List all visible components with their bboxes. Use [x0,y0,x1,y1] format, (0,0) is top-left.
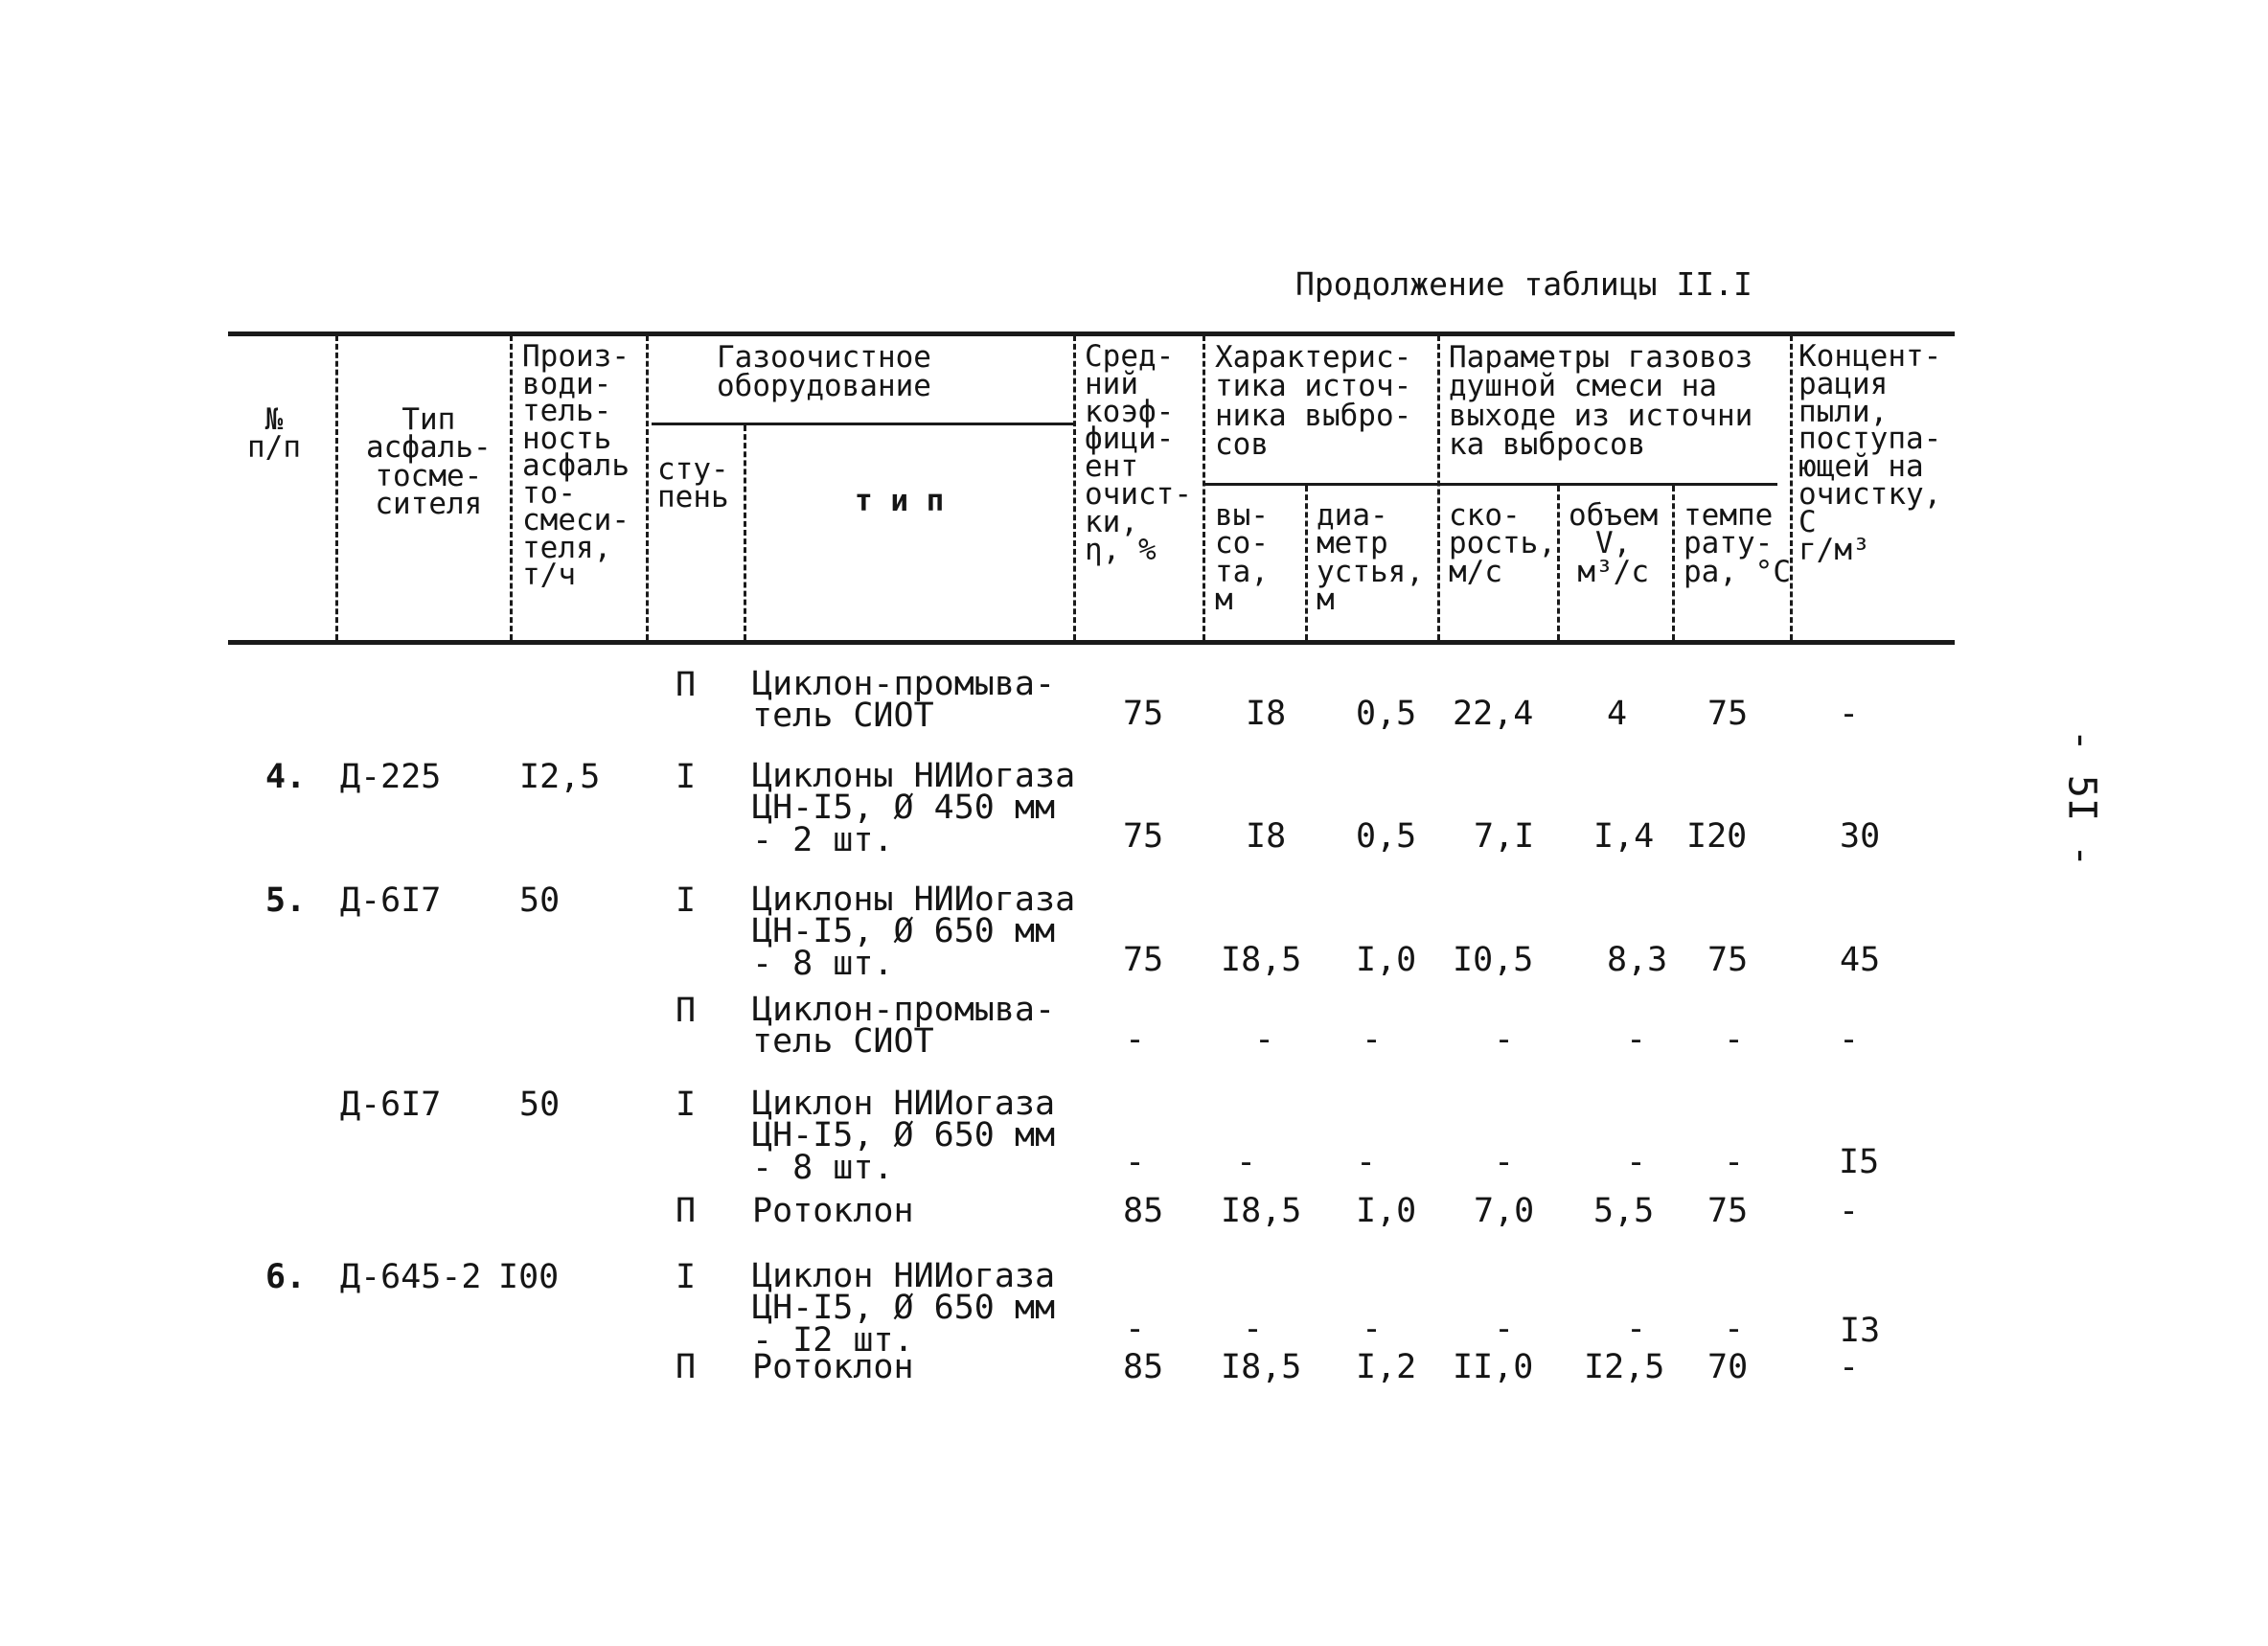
cell-temperature: - [1724,1020,1745,1059]
cell-equipment: Циклон-промыва- тель СИОТ [752,665,1056,736]
cell-speed: 22,4 [1453,695,1534,733]
cell-stage: П [676,992,697,1030]
cell-diameter: 0,5 [1356,695,1417,733]
header-speed: ско- рость, м/с [1449,498,1556,589]
col-sep [646,335,649,640]
cell-productivity: 50 [519,1086,561,1124]
header-gas-parameters: Параметры газовоз душной смеси на выходе из источни ка выбросов [1449,340,1753,463]
cell-volume: 5,5 [1593,1192,1655,1230]
cell-diameter: I,0 [1356,1192,1417,1230]
col-sep [744,425,746,640]
cell-equipment: Ротоклон [752,1192,914,1230]
cell-equipment: Циклон НИИогаза ЦН-I5, Ø 650 мм - I2 шт. [752,1257,1056,1360]
cell-volume: I,4 [1593,817,1655,856]
cell-num: 5. [265,881,307,920]
cell-speed: 7,0 [1474,1192,1535,1230]
cell-stage: I [676,758,697,796]
cell-volume: - [1626,1143,1647,1181]
col-sep [1790,335,1793,640]
cell-temperature: 75 [1707,941,1749,979]
header-productivity: Произ- води- тель- ность асфаль то- смеси- теля, т/ч [522,339,630,593]
header-equipment: Газоочистное оборудование [717,340,931,404]
header-height: вы- со- та, м [1215,498,1269,618]
cell-num: 4. [265,758,307,796]
cell-equipment: Ротоклон [752,1348,914,1386]
header-equipment-type: т и п [855,484,945,518]
cell-stage: П [676,1192,697,1230]
cell-stage: I [676,1258,697,1296]
col-sep [1437,335,1440,640]
cell-type: Д-6I7 [340,881,442,920]
cell-height: - [1254,1020,1275,1059]
cell-volume: - [1626,1310,1647,1348]
header-temperature: темпе рату- ра, °С [1684,498,1791,589]
cell-speed: I0,5 [1453,941,1534,979]
cell-speed: - [1494,1143,1515,1181]
header-stage: сту- пень [657,452,729,515]
header-volume: объем V, м³/с [1569,498,1659,589]
header-type: Тип асфаль- тосме- сителя [366,402,492,522]
cell-equipment: Циклоны НИИогаза ЦН-I5, Ø 650 мм - 8 шт. [752,880,1076,983]
header-source-characteristics: Характерис- тика источ- ника выбро- сов [1215,340,1412,463]
col-sep [510,335,513,640]
cell-diameter: - [1356,1143,1377,1181]
header-concentration: Концент- рация пыли, поступа- ющей на очистку, С г/м³ [1798,339,1942,567]
col-sep [1305,486,1308,640]
cell-type: Д-225 [340,758,442,796]
cell-concentration: - [1839,1192,1860,1230]
cell-speed: - [1494,1310,1515,1348]
cell-concentration: - [1839,1020,1860,1059]
cell-temperature: - [1724,1310,1745,1348]
header-bottom-rule [228,640,1955,645]
cell-equipment: Циклон НИИогаза ЦН-I5, Ø 650 мм - 8 шт. [752,1085,1056,1187]
cell-temperature: 75 [1707,695,1749,733]
cell-temperature: I20 [1686,817,1748,856]
cell-coefficient: 75 [1123,941,1164,979]
cell-productivity: 50 [519,881,561,920]
cell-height: I8,5 [1221,1192,1302,1230]
col-sep [335,335,338,640]
cell-volume: - [1626,1020,1647,1059]
cell-height: - [1236,1143,1257,1181]
cell-speed: 7,I [1474,817,1535,856]
cell-diameter: - [1362,1310,1383,1348]
col-sep [1672,486,1675,640]
params-subheader-rule [1203,483,1777,486]
cell-type: Д-6I7 [340,1086,442,1124]
cell-concentration: 30 [1840,817,1881,856]
cell-coefficient: - [1125,1310,1146,1348]
cell-height: I8,5 [1221,941,1302,979]
cell-coefficient: 85 [1123,1348,1164,1386]
cell-height: I8,5 [1221,1348,1302,1386]
cell-volume: I2,5 [1584,1348,1665,1386]
table-caption: Продолжение таблицы II.I [1295,265,1753,303]
cell-temperature: - [1724,1143,1745,1181]
cell-productivity: I2,5 [519,758,601,796]
cell-type: Д-645-2 [340,1258,482,1296]
cell-diameter: I,2 [1356,1348,1417,1386]
cell-coefficient: - [1125,1143,1146,1181]
cell-height: I8 [1246,817,1287,856]
cell-concentration: - [1839,695,1860,733]
cell-temperature: 75 [1707,1192,1749,1230]
equipment-subheader-rule [652,423,1073,425]
cell-coefficient: - [1125,1020,1146,1059]
col-sep [1073,335,1076,640]
cell-stage: I [676,881,697,920]
cell-stage: I [676,1086,697,1124]
cell-concentration: I3 [1840,1312,1881,1350]
cell-coefficient: 75 [1123,695,1164,733]
cell-concentration: I5 [1839,1143,1880,1181]
col-sep [1203,335,1205,640]
cell-speed: - [1494,1020,1515,1059]
cell-volume: 4 [1607,695,1628,733]
cell-concentration: 45 [1840,941,1881,979]
cell-temperature: 70 [1707,1348,1749,1386]
cell-stage: П [676,1348,697,1386]
table-top-rule [228,331,1955,336]
cell-concentration: - [1839,1348,1860,1386]
col-sep [1557,486,1560,640]
cell-diameter: 0,5 [1356,817,1417,856]
header-coefficient: Сред- ний коэф- фици- ент очист- ки, η, % [1085,339,1192,567]
cell-equipment: Циклоны НИИогаза ЦН-I5, Ø 450 мм - 2 шт. [752,757,1076,859]
cell-coefficient: 85 [1123,1192,1164,1230]
cell-volume: 8,3 [1607,941,1668,979]
cell-height: - [1243,1310,1264,1348]
cell-productivity: I00 [498,1258,560,1296]
cell-diameter: I,0 [1356,941,1417,979]
header-num: № п/п [247,402,301,466]
cell-stage: П [676,666,697,704]
cell-diameter: - [1362,1020,1383,1059]
cell-num: 6. [265,1258,307,1296]
cell-coefficient: 75 [1123,817,1164,856]
page-number: - 5I - [2059,728,2104,868]
cell-height: I8 [1246,695,1287,733]
cell-speed: II,0 [1453,1348,1534,1386]
header-diameter: диа- метр устья, м [1317,498,1424,618]
cell-equipment: Циклон-промыва- тель СИОТ [752,991,1056,1062]
